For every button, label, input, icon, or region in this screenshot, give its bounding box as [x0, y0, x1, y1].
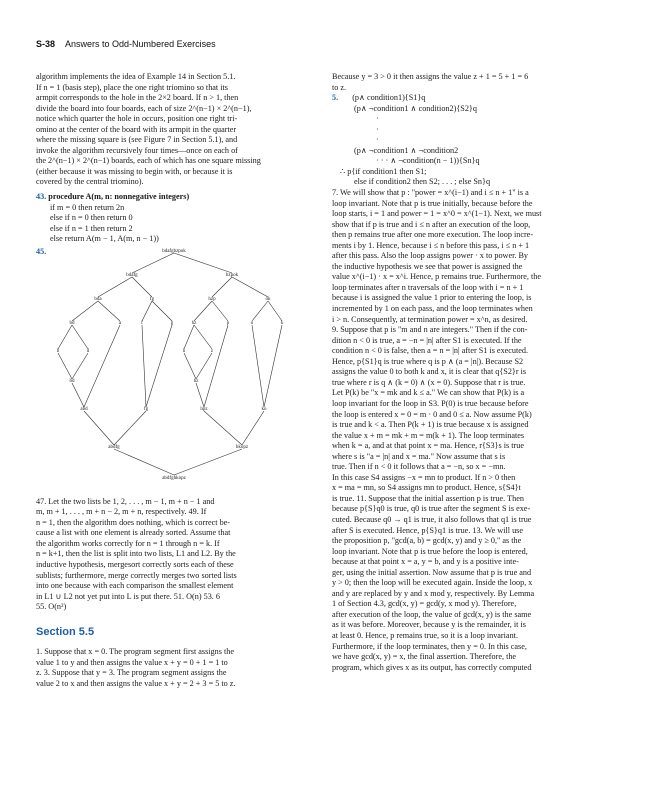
- text-line: n = 1, then the algorithm does nothing, which is correct be-: [36, 517, 231, 527]
- text-line: cuted. Because q0 → q1 is true, it also follows that q1 is true: [332, 514, 532, 524]
- text-line: Let P(k) be "x = mk and k ≤ a." We can show that P(k) is a: [332, 388, 525, 398]
- page-number: S-38: [36, 39, 56, 49]
- text-line: we have gcd(x, y) = x, the final assertion. Therefore, the: [332, 652, 517, 662]
- text-line: the algorithm works correctly for n = 1 through n = k. If: [36, 538, 220, 548]
- text-line: z. 3. Suppose that y = 3. The program segment assigns the: [36, 668, 227, 678]
- text-line: true. Then if n < 0 it follows that a = −n, so x = −mn.: [332, 462, 506, 472]
- text-line: x = ma = mn, so S4 assigns mn to product. Hence, s{S4}t: [332, 483, 521, 493]
- text-line: value 1 to y and then assigns the value x + y = 0 + 1 = 1 to: [36, 657, 228, 667]
- text-line: after S is executed. Hence, p{S}q1 is true. 13. We will use: [332, 525, 523, 535]
- text-line: where s is "a = |n| and x = ma." Now assume that s is: [332, 451, 506, 461]
- left-column: [36, 72, 312, 690]
- text-line: the inductive hypothesis we see that power is assigned the: [332, 261, 523, 271]
- text-line: and y are replaced by y and x mod y, respectively. By Lemma: [332, 588, 535, 598]
- rule-line: (p∧ ¬condition1 ∧ ¬condition2: [354, 145, 459, 155]
- tree-labels: [57, 249, 284, 481]
- text-line: to z.: [332, 82, 347, 92]
- merge-sort-tree-svg: [36, 247, 312, 529]
- text-line: Hence, p{S1}q is true where q is p ∧ (a = |n|). Because S2: [332, 356, 524, 366]
- right-column: [332, 72, 608, 673]
- text-line: divide the board into four boards, each of size 2^(n−1) × 2^(n−1),: [36, 103, 252, 113]
- text-line: inductive hypothesis, mergesort correctly sorts each of these: [36, 560, 234, 570]
- procedure-line: else if n = 0 then return 0: [50, 213, 133, 223]
- text-line: condition n < 0 is false, then a = n = |n| after S1 is executed.: [332, 346, 529, 356]
- text-line: ments i by 1. Hence, because i ≤ n before this pass, i ≤ n + 1: [332, 240, 530, 250]
- text-line: into one because with each comparison the smallest element: [36, 581, 234, 591]
- exercise-5: [332, 93, 608, 188]
- text-line: dition n < 0 is true, a = −n = |n| after S1 is executed. If the: [332, 335, 522, 345]
- tree-node: hkopz: [235, 444, 249, 450]
- text-line: in L1 ∪ L2 not yet put into L is put there. 51. O(n) 53. 6: [36, 591, 220, 601]
- rule-line: · · · ∧ ¬condition(n − 1)){Sn}q: [376, 156, 480, 166]
- tree-node: k: [280, 320, 284, 326]
- exercise-43: [36, 192, 312, 245]
- text-line: loop invariant. Note that p is true before the loop is entered,: [332, 546, 528, 556]
- text-line: the loop is entered x = 0 = m · 0 and 0 ≤ a. Now assume P(k): [332, 409, 532, 419]
- text-line: 55. O(n²): [36, 602, 67, 612]
- text-line: algorithm implements the idea of Example 14 in Section 5.1.: [36, 72, 236, 81]
- text-line: n = k+1, then the list is split into two lists, L1 and L2. By the: [36, 549, 236, 559]
- tree-node: g: [170, 320, 174, 326]
- text-line: (either because it was missing to begin with, or because it is: [36, 166, 233, 176]
- text-line: at least 0. Hence, p remains true, so it is a loop invariant.: [332, 630, 518, 640]
- procedure-line: procedure A(m, n: nonnegative integers): [48, 192, 190, 202]
- text-line: because at that point x = a, y = b, and y is a positive inte-: [332, 557, 519, 567]
- merge-sort-tree: [36, 247, 312, 529]
- tree-node: hpz: [200, 406, 208, 412]
- tree-node: ko: [261, 406, 267, 412]
- para-3-continued: [332, 72, 608, 93]
- text-line: when k = a, and at that point x = ma. Hence, r{S3}s is true: [332, 441, 524, 451]
- rule-line: ·: [376, 124, 379, 134]
- para-44-continued: [36, 72, 312, 188]
- text-line: loop invariant for the loop in S3. P(0) is true because before: [332, 398, 529, 408]
- text-line: the 2^(n−1) × 2^(n−1) boards, each of which has one square missing: [36, 156, 261, 166]
- procedure-line: else if n = 1 then return 2: [50, 223, 133, 233]
- para-9-13: [332, 325, 608, 673]
- text-line: m, m + 1, . . . , m + n − 2, m + n, respectively. 49. If: [36, 507, 207, 517]
- text-line: ger, using the initial assertion. Now assume that p is true and: [332, 567, 532, 577]
- tree-node: abdfghkopz: [162, 475, 186, 481]
- text-line: y > 0; then the loop will be executed again. Inside the loop, x: [332, 578, 533, 588]
- text-line: the value x + m = mk + m = m(k + 1). The loop terminates: [332, 430, 525, 440]
- section-5-5-para: [36, 647, 312, 689]
- header-title: Answers to Odd-Numbered Exercises: [65, 39, 216, 49]
- text-line: loop terminates after n traversals of the loop with i = n + 1: [332, 282, 524, 292]
- tree-node: abdfg: [108, 444, 120, 450]
- tree-node: hzpok: [225, 272, 239, 278]
- exercise-number: 5.: [332, 93, 339, 103]
- text-line: covered by the central triomino).: [36, 177, 144, 187]
- text-line: where the missing square is (see Figure 7 in Section 5.1), and: [36, 135, 238, 145]
- exercise-number: 43.: [36, 192, 47, 202]
- rule-line: (p∧ ¬condition1 ∧ condition2){S2}q: [354, 103, 477, 113]
- text-line: Furthermore, if the loop terminates, then y = 0. In this case,: [332, 641, 527, 651]
- text-line: assigns the value 0 to both k and x, it is clear that q{S2}r is: [332, 367, 527, 377]
- tree-node: fg: [143, 406, 149, 412]
- text-line: armpit corresponds to the hole in the 2×2 board. If n > 1, then: [36, 93, 239, 103]
- text-line: omino at the center of the board with its armpit in the quarter: [36, 124, 237, 134]
- tree-node: p: [226, 320, 230, 326]
- tree-node: fg: [149, 296, 155, 302]
- text-line: i > n. Consequently, at termination power = x^n, as desired.: [332, 314, 528, 324]
- tree-node: bd: [69, 378, 75, 384]
- exercise-number: 45.: [36, 246, 47, 256]
- tree-node: bda: [94, 296, 102, 302]
- rule-line: else if condition2 then S2; . . . ; else Sn}q: [354, 177, 491, 187]
- text-line: sublists; furthermore, merge correctly merges two sorted lists: [36, 570, 237, 580]
- text-line: as it was before. Moreover, because y is the remainder, it is: [332, 620, 526, 630]
- tree-node: hz: [191, 320, 197, 326]
- text-line: 7. We will show that p : "power = x^(i−1) and i ≤ n + 1" is a: [332, 188, 529, 198]
- tree-node: a: [118, 320, 122, 326]
- text-line: invoke the algorithm recursively four times—once on each of: [36, 145, 238, 155]
- text-line: is true and k < a. Then P(k + 1) is true because x is assigned: [332, 420, 529, 430]
- text-line: the proposition p, "gcd(a, b) = gcd(x, y) and y ≥ 0," as the: [332, 536, 522, 546]
- tree-node: f: [141, 320, 143, 326]
- tree-node: abd: [80, 406, 88, 412]
- text-line: after this pass. Also the loop assigns power · x to power. By: [332, 251, 529, 261]
- text-line: loop invariant. Note that p is true initially, because before the: [332, 198, 533, 208]
- text-line: In this case S4 assigns −x = mn to product. If n > 0 then: [332, 472, 516, 482]
- procedure-line: if m = 0 then return 2n: [50, 202, 125, 212]
- para-7: [332, 188, 608, 325]
- text-line: 1. Suppose that x = 0. The program segment first assigns the: [36, 647, 234, 657]
- tree-node: b: [56, 348, 60, 354]
- text-line: loop starts, i = 1 and power = 1 = x^0 = x^(1−1). Next, we must: [332, 209, 542, 219]
- rule-line: ·: [376, 135, 379, 145]
- tree-node: hz: [193, 378, 199, 384]
- section-title: Section 5.5: [36, 625, 95, 638]
- rule-line: ∴ p{if condition1 then S1;: [340, 166, 427, 176]
- text-line: notice which quarter the hole in occurs, position one right tri-: [36, 114, 238, 124]
- rule-line: (p∧ condition1){S1}q: [352, 93, 426, 103]
- text-line: because i is assigned the value 1 prior to entering the loop, is: [332, 293, 532, 303]
- text-line: is true. 11. Suppose that the initial assertion p is true. Then: [332, 493, 524, 503]
- page-header: [36, 39, 216, 49]
- tree-node: ok: [265, 296, 271, 302]
- tree-node: hzp: [208, 296, 216, 302]
- text-line: show that if p is true and i ≤ n after an execution of the loop,: [332, 219, 531, 229]
- text-line: If n = 1 (basis step), place the one right triomino so that its: [36, 82, 228, 92]
- tree-node: bdafg: [126, 272, 138, 278]
- text-line: 1 of Section 4.3, gcd(x, y) = gcd(y, x mod y). Therefore,: [332, 599, 517, 609]
- tree-edges: [58, 253, 282, 475]
- text-line: because p{S}q0 is true, q0 is true after the segment S is exe-: [332, 504, 531, 514]
- procedure-line: else return A(m − 1, A(m, n − 1)): [50, 234, 159, 244]
- tree-node: h: [182, 348, 186, 354]
- text-line: incremented by 1 on each pass, and the loop terminates when: [332, 304, 533, 314]
- rule-line: ·: [376, 114, 379, 124]
- text-line: 9. Suppose that p is "m and n are integers." Then if the con-: [332, 325, 528, 335]
- tree-node: z: [210, 348, 214, 354]
- tree-node: bdafgbzpok: [162, 248, 186, 254]
- text-line: cause a list with one element is already sorted. Assume that: [36, 528, 231, 538]
- tree-node: bd: [69, 320, 75, 326]
- tree-node: d: [86, 348, 90, 354]
- text-line: true where r is q ∧ (k = 0) ∧ (x = 0). Suppose that r is true.: [332, 377, 526, 387]
- exercise-45: [36, 247, 312, 529]
- text-line: then p remains true after one more execution. The loop incre-: [332, 230, 534, 240]
- text-line: value x^(i−1) · x = x^i. Hence, p remains true. Furthermore, the: [332, 272, 542, 282]
- tree-node: o: [250, 320, 254, 326]
- text-line: 47. Let the two lists be 1, 2, . . . , m − 1, m + n − 1 and: [36, 496, 215, 506]
- text-line: Because y = 3 > 0 it then assigns the value z + 1 = 5 + 1 = 6: [332, 72, 529, 81]
- text-line: value 2 to x and then assigns the value x + y = 2 + 3 = 5 to z.: [36, 678, 236, 688]
- text-line: after execution of the loop, the value of gcd(x, y) is the same: [332, 609, 532, 619]
- text-line: program, which gives x as its output, has correctly computed: [332, 662, 532, 672]
